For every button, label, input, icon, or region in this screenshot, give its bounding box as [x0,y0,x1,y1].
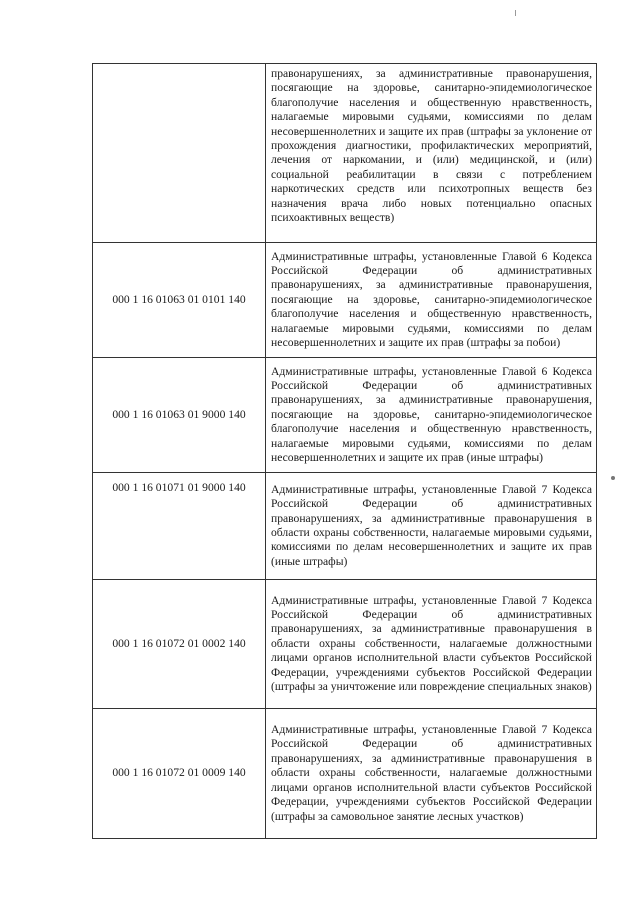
description-cell: Административные штрафы, установленные Главой 7 Кодекса Российской Федерации об административных правонарушениях, за административные правонарушения в области охраны собственности, налагаемые мировыми судьями, комиссиями по делам несовершеннолетних и защите их прав (иные штрафы) [266,473,597,580]
table-row [93,64,597,243]
code-cell: 000 1 16 01072 01 0002 140 [93,580,266,709]
table-row [93,580,597,709]
description-cell: Административные штрафы, установленные Главой 7 Кодекса Российской Федерации об административных правонарушениях, за административные правонарушения в области охраны собственности, налагаемые должностными лицами органов исполнительной власти субъектов Российской Федерации, учреждениями субъектов Российской Федерации (штрафы за уничтожение или повреждение специальных знаков) [266,580,597,709]
table-row [93,709,597,839]
scan-dot [611,476,615,480]
description-cell: Административные штрафы, установленные Главой 6 Кодекса Российской Федерации об административных правонарушениях, за административные правонарушения, посягающие на здоровье, санитарно-эпидемиологическое благополучие населения и общественную нравственность, налагаемые мировыми судьями, комиссиями по делам несовершеннолетних и защите их прав (иные штрафы) [266,358,597,473]
code-cell: 000 1 16 01071 01 9000 140 [93,473,266,580]
scan-mark [515,10,516,16]
description-cell: Административные штрафы, установленные Главой 6 Кодекса Российской Федерации об административных правонарушениях, за административные правонарушения, посягающие на здоровье, санитарно-эпидемиологическое благополучие населения и общественную нравственность, налагаемые мировыми судьями, комиссиями по делам несовершеннолетних и защите их прав (штрафы за побои) [266,243,597,358]
table-row [93,473,597,580]
code-cell [93,64,266,243]
code-cell: 000 1 16 01063 01 0101 140 [93,243,266,358]
code-cell: 000 1 16 01072 01 0009 140 [93,709,266,839]
table-row [93,243,597,358]
description-cell: правонарушениях, за административные правонарушения, посягающие на здоровье, санитарно-эпидемиологическое благополучие населения и общественную нравственность, налагаемые мировыми судьями, комиссиями по делам несовершеннолетних и защите их прав (штрафы за уклонение от прохождения диагностики, профилактических мероприятий, лечения от наркомании, и (или) медицинской, и (или) социальной реабилитации в связи с потреблением наркотических средств или психотропных веществ без назначения врача либо новых потенциально опасных психоактивных веществ) [266,64,597,243]
description-cell: Административные штрафы, установленные Главой 7 Кодекса Российской Федерации об административных правонарушениях, за административные правонарушения в области охраны собственности, налагаемые должностными лицами органов исполнительной власти субъектов Российской Федерации, учреждениями субъектов Российской Федерации (штрафы за самовольное занятие лесных участков) [266,709,597,839]
budget-codes-table [92,63,597,839]
code-cell: 000 1 16 01063 01 9000 140 [93,358,266,473]
table-row [93,358,597,473]
